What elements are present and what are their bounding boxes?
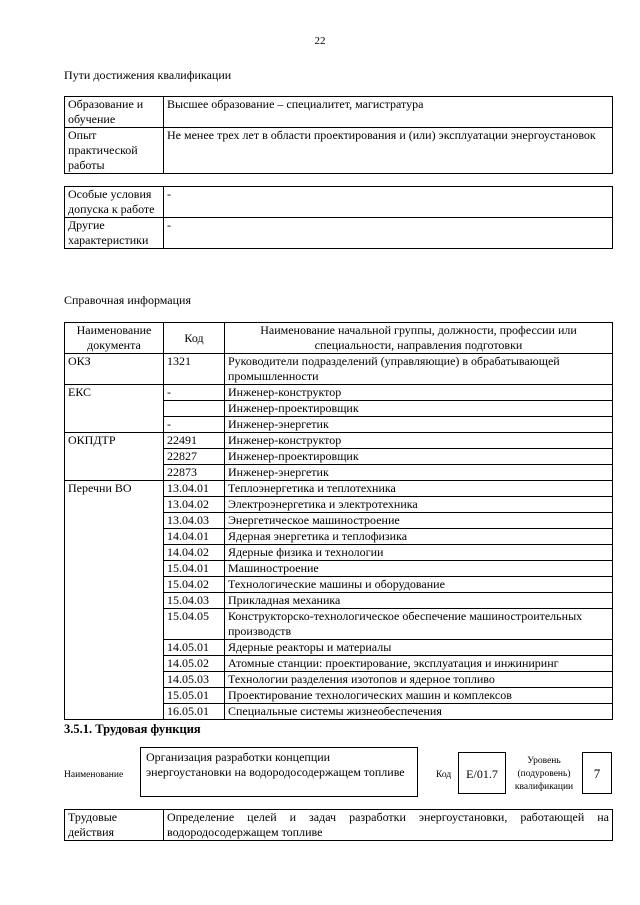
code-cell: 15.04.05 — [164, 609, 225, 640]
name-cell: Проектирование технологических машин и комплексов — [225, 688, 613, 704]
code-cell: 16.05.01 — [164, 704, 225, 720]
document-name-cell: ОКПДТР — [65, 433, 164, 481]
labor-function-level: 7 — [582, 752, 612, 794]
row-value: - — [164, 187, 613, 218]
labor-function-code-label: Код — [436, 770, 452, 780]
code-cell: 15.04.02 — [164, 577, 225, 593]
labor-function-code: E/01.7 — [458, 752, 506, 794]
column-header-document: Наименование документа — [65, 323, 164, 354]
name-cell: Руководители подразделений (управляющие) в обрабатывающей промышленности — [225, 354, 613, 385]
code-cell: 13.04.01 — [164, 481, 225, 497]
column-header-name: Наименование начальной группы, должности, профессии или специальности, направления подготовки — [225, 323, 613, 354]
name-cell: Инженер-проектировщик — [225, 449, 613, 465]
code-cell: 15.04.03 — [164, 593, 225, 609]
page-number: 22 — [314, 35, 326, 47]
table-row — [65, 187, 613, 218]
name-cell: Инженер-конструктор — [225, 385, 613, 401]
row-value: - — [164, 218, 613, 249]
labor-actions-value: Определение целей и задач разработки энергоустановки, работающей на водородосодержащем топливе — [164, 810, 613, 841]
row-label: Другие характеристики — [65, 218, 164, 249]
qualification-paths-title: Пути достижения квалификации — [64, 68, 232, 82]
name-cell: Прикладная механика — [225, 593, 613, 609]
table-row — [65, 354, 613, 385]
labor-function-level-label: Уровень (подуровень) квалификации — [514, 756, 574, 792]
table-row — [65, 385, 613, 401]
code-cell: - — [164, 417, 225, 433]
name-cell: Технологии разделения изотопов и ядерное топливо — [225, 672, 613, 688]
name-cell: Атомные станции: проектирование, эксплуатация и инжиниринг — [225, 656, 613, 672]
name-cell: Теплоэнергетика и теплотехника — [225, 481, 613, 497]
column-header-code: Код — [164, 323, 225, 354]
labor-function-name-label: Наименование — [64, 770, 124, 780]
code-cell: 15.04.01 — [164, 561, 225, 577]
name-cell: Инженер-энергетик — [225, 417, 613, 433]
name-cell: Машиностроение — [225, 561, 613, 577]
row-value: Не менее трех лет в области проектирования и (или) эксплуатации энергоустановок — [164, 128, 613, 174]
code-cell: - — [164, 385, 225, 401]
code-cell: 14.05.01 — [164, 640, 225, 656]
code-cell: 14.05.03 — [164, 672, 225, 688]
reference-info-title: Справочная информация — [64, 293, 191, 307]
code-cell: 13.04.03 — [164, 513, 225, 529]
table-row — [65, 810, 613, 841]
document-name-cell: Перечни ВО — [65, 481, 164, 720]
table-row — [65, 128, 613, 174]
row-label: Образование и обучение — [65, 97, 164, 128]
labor-function-heading: 3.5.1. Трудовая функция — [64, 722, 201, 736]
reference-table-body — [65, 354, 613, 720]
conditions-table — [64, 186, 613, 249]
document-name-cell: ОКЗ — [65, 354, 164, 385]
name-cell: Технологические машины и оборудование — [225, 577, 613, 593]
code-cell: 22491 — [164, 433, 225, 449]
code-cell: 22873 — [164, 465, 225, 481]
code-cell: 14.05.02 — [164, 656, 225, 672]
table-row — [65, 433, 613, 449]
qualification-paths-table — [64, 96, 613, 174]
code-cell: 22827 — [164, 449, 225, 465]
name-cell: Инженер-конструктор — [225, 433, 613, 449]
row-label: Особые условия допуска к работе — [65, 187, 164, 218]
name-cell: Конструкторско-технологическое обеспечение машиностроительных производств — [225, 609, 613, 640]
code-cell: 15.05.01 — [164, 688, 225, 704]
labor-actions-table — [64, 809, 613, 841]
table-row — [65, 218, 613, 249]
code-cell — [164, 401, 225, 417]
labor-actions-label: Трудовые действия — [65, 810, 164, 841]
row-label: Опыт практической работы — [65, 128, 164, 174]
document-name-cell: ЕКС — [65, 385, 164, 433]
name-cell: Ядерные физика и технологии — [225, 545, 613, 561]
table-header-row — [65, 323, 613, 354]
code-cell: 14.04.02 — [164, 545, 225, 561]
code-cell: 1321 — [164, 354, 225, 385]
name-cell: Ядерная энергетика и теплофизика — [225, 529, 613, 545]
name-cell: Инженер-энергетик — [225, 465, 613, 481]
name-cell: Энергетическое машиностроение — [225, 513, 613, 529]
name-cell: Электроэнергетика и электротехника — [225, 497, 613, 513]
row-value: Высшее образование – специалитет, магистратура — [164, 97, 613, 128]
reference-table — [64, 322, 613, 720]
labor-function-name: Организация разработки концепции энергоустановки на водородосодержащем топливе — [140, 747, 418, 797]
table-row — [65, 481, 613, 497]
name-cell: Ядерные реакторы и материалы — [225, 640, 613, 656]
code-cell: 14.04.01 — [164, 529, 225, 545]
name-cell: Инженер-проектировщик — [225, 401, 613, 417]
code-cell: 13.04.02 — [164, 497, 225, 513]
name-cell: Специальные системы жизнеобеспечения — [225, 704, 613, 720]
table-row — [65, 97, 613, 128]
